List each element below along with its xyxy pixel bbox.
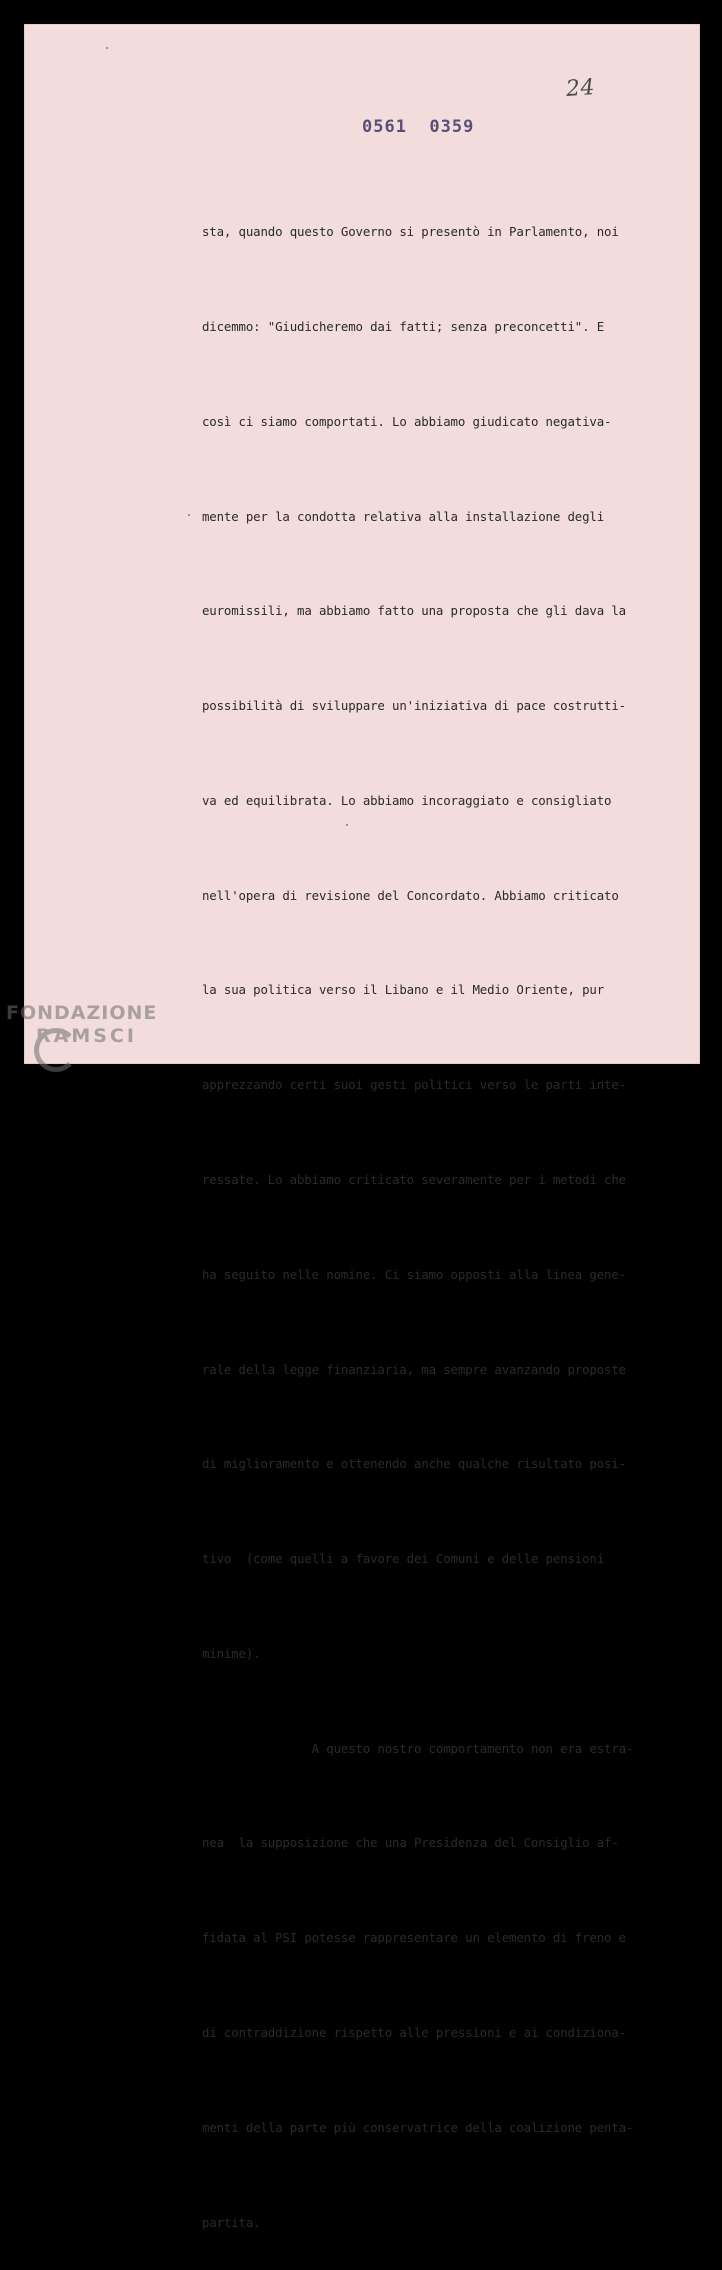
text-line: mente per la condotta relativa alla installazione degli (202, 508, 605, 524)
page-number: 24 (565, 75, 596, 102)
text-line: di miglioramento e ottenendo anche qualche risultato posi- (202, 1456, 626, 1472)
paper-speck (106, 47, 108, 49)
text-line: ressate. Lo abbiamo criticato severamente per i metodi che (202, 1172, 626, 1187)
text-line: ha seguito nelle nomine. Ci siamo opposti alla linea gene- (202, 1266, 626, 1282)
text-line: possibilità di sviluppare un'iniziativa di pace costrutti- (202, 698, 626, 714)
text-line: fidata al PSI potesse rappresentare un elemento di freno e (202, 1930, 626, 1946)
text-line: A questo nostro comportamento non era estra- (202, 1740, 634, 1756)
text-line: menti della parte più conservatrice della coalizione penta- (202, 2119, 634, 2135)
fondazione-gramsci-watermark (6, 998, 186, 1078)
text-line: apprezzando certi suoi gesti politici verso le parti inte- (202, 1077, 626, 1093)
text-line: sta, quando questo Governo si presentò in Parlamento, noi (202, 224, 619, 240)
text-line: la sua politica verso il Libano e il Medio Oriente, pur (202, 982, 605, 998)
text-line: di contraddizione rispetto alle pressioni e ai condiziona- (202, 2025, 626, 2041)
text-line: nell'opera di revisione del Concordato. Abbiamo criticato (202, 887, 619, 903)
text-line: dicemmo: "Giudicheremo dai fatti; senza preconcetti". E (202, 318, 605, 334)
paper-speck (188, 514, 190, 516)
text-line: così ci siamo comportati. Lo abbiamo giudicato negativa- (202, 413, 612, 429)
text-line: partita. (202, 2214, 261, 2230)
text-line: nea la supposizione che una Presidenza del Consiglio af- (202, 1835, 619, 1851)
watermark-line-2: RAMSCI (36, 1025, 137, 1047)
text-line: va ed equilibrata. Lo abbiamo incoraggiato e consigliato (202, 792, 612, 808)
archive-code-stamp: 0561 0359 (362, 117, 475, 137)
watermark-line-1: FONDAZIONE (6, 1002, 158, 1024)
paper-speck (346, 824, 348, 826)
text-line: euromissili, ma abbiamo fatto una proposta che gli dava la (202, 603, 626, 619)
body-text (202, 153, 634, 2270)
text-line: rale della legge finanziaria, ma sempre avanzando proposte (202, 1361, 626, 1377)
text-line: tivo (come quelli a favore dei Comuni e delle pensioni (202, 1551, 605, 1567)
text-line: minime). (202, 1645, 261, 1661)
